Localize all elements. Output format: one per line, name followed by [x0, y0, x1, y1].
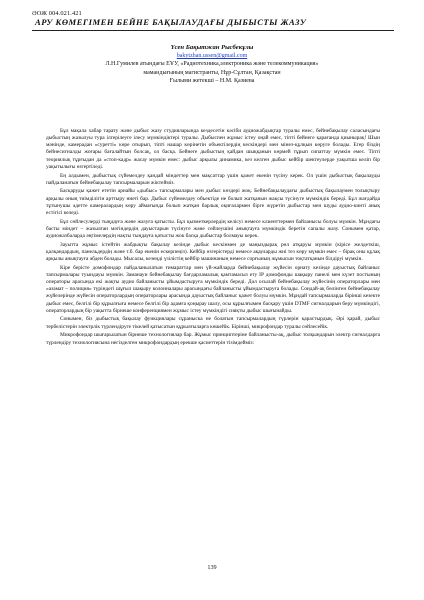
body-paragraph: Микрофондар шығарылатын бірнеше технологиялар бар. Жұмыс принциптеріне байланысты-ақ, дыбыс толқындарын электр сигналдарға түрлендіру технологиясына негізделген микрофондардың ерекше қасиеттерін тізімдейміз: — [46, 332, 380, 346]
udc-code: ӘОЖ 004.021.421 — [32, 10, 82, 17]
author-block — [0, 44, 424, 85]
body-paragraph: Ең алдымен, дыбыстық сүйемелдеу қандай міндеттер мен мақсаттар үшін қажет екенін түсіну керек. Ол үшін дыбыстық бақылауды пайдаланатын бейнебақылау тапсырмаларын жіктейміз. — [46, 172, 380, 186]
supervisor-line: Ғылыми жетекші – Н.М. Қазиева — [169, 77, 255, 84]
body-paragraph: Бұл мақала хабар тарату және дыбыс жазу студияларында кездесетін кәсіби аудиожабдықтар туралы емес, бейнебақылау саласындағы дыбыстың жазылуы тура ілгерілеуге ілесу мүмкіндіктері туралы. Дыбыспен жұмыс істеу оңай емес, тіпті бейнеге қарағанда қиынырақ! Шын мәнінде, камерадан «суретті» көре отырып, тіпті нашар көрінетін объектілердің кескіндері мен мінез-құлқын көруге болады. Егер біздің бейнесигналды жоғары бағалайтын болсақ, ол басқа. Бейнеге дыбыстың қайдан шыққанын көрмей тұрып сипаттау мүмкін емес. Тіпті теориялық тұрғыдан да «стоп-кадр» жасау мүмкін емес: дыбыс арқылы динамика, кез келген дыбыс кейбір шектеулерде уақытша келіп бір уақытылығы өзгертіледі. — [46, 128, 380, 170]
page-number: 139 — [207, 564, 217, 571]
author-name: Үсен Бақытжан Рысбекұлы — [170, 44, 254, 51]
author-email-link[interactable]: bakytzhan.ussen@gmail.com — [176, 53, 248, 60]
body-paragraph: Басқаруды қажет ететін арнайы «дыбыс» тапсырмалары мен дыбыс көздері жоқ. Бейнебақылаудағы дыбыстық бақылаумен толықтыру арқылы оның тиімділігін арттыру ниеті бар. Дыбыс сүйемелдеу объектіде не болып жатқанын жақсы түсінуге мүмкіндік береді. Бұл жағдайда тұтынушы әдетте камералардың көру аймағында болып жатқан барлық оқиғалармен бірге жүретін дыбыстар мен шуды аудио-кинті анық естігісі келеді. — [46, 188, 380, 216]
body-paragraph: Бұл сөйлесулерді тыңдауға және жазуға қатысты. Бұл қызметкерлердің келісуі немесе клиенттермен байланысы болуы мүмкін. Мұндағы басты міндет – жазылған мәтіндердің дауыстарын түсінуге және сөйлеушіні анықтауға мүмкіндік беретін сапалы жазу. Сонымен қатар, аудиожазбаларда әңгімелердің нақты тыңдауға қатысты жок басқа дыбыстар болмауы керек. — [46, 218, 380, 239]
body-paragraph: Кіре берісте домофондар пайдаланылатын ғимараттар мен үй-жайларда бейнебақылау жүйесін орнату кезінде дауыстық байланыс тапсырмалары туындауы мүмкін. Заманауи бейнебақылау бағдарламалық қамтамасыз ету IP домофонды шақыру панелі мен күзет постының операторы арасында екі жақты аудио байланысты ұйымдастыруға мүмкіндік береді. Дәл осылай бейнебақылау жүйесінің операторлары мен «азамат – полиция» түріндегі шұғыл шақыру колонналары арасындағы байланысты ұйымдастыруға болады. Сондай-ақ бөлінген бейнебақылау жүйелерінде жүйесін операторлардың операторлары арасында дауыстық байланыс қажет болуы мүмкін. Мұндай тапсырмаларда бірінші кезекте дыбыс емес, белгілі бір құрылғыға немесе белгілі бір адамға қоңырау шалу, осы құрылғымен басқару үшін DTMF сигналдарын беру мүмкіндігі, операторлардың бір уақытта бірнеше конференциямен жұмыс істеу мүмкіндігі сияқты дыбыс шығынайды. — [46, 264, 380, 314]
article-title: АРУ КӨМЕГІМЕН БЕЙНЕ БАҚЫЛАУДАҒЫ ДЫБЫСТЫ ЖАЗУ — [32, 17, 394, 31]
author-affiliation-line-2: мамандығының магистранты, Нұр-Сұлтан, Қазақстан — [143, 69, 281, 76]
body-paragraph: Сонымен, біз дыбыстық бақылау функциялары сұраныска не болатын тапсырмалардың түрлерін қарастырдық. Әрі қарай, дыбыс тербелістерін электрлік түрлендіруге тікелей қатысатын құрылғыларға көшейік. Бірінші, микрофондар туралы сөйлесейік. — [46, 316, 380, 330]
body-paragraph: Зауытта жұмыс істейтін жабдықты бақылау кезінде дыбыс кескінмен де маңыздырақ рөл атқаруы мүмкін (кірісе желдеткіш, қалқандардың, панельдердің және т.б. бар екенін ескерпеңіз). Кейбір өзгерістерді немесе ақауларды жиі тез көру мүмкін емес – бірақ оны құлақ арқылы анықтауға әбден болады. Мысалы, кезеңді үзілістің кейбір машинаның немесе сорғының жұмысын тоқтатқанын білдіруі мүмкін. — [46, 241, 380, 263]
author-affiliation-line-1: Л.Н.Гумилев атындағы ЕҰУ, «Радиотехника,электроника және телекоммуникация» — [105, 61, 319, 68]
article-body — [46, 128, 380, 348]
